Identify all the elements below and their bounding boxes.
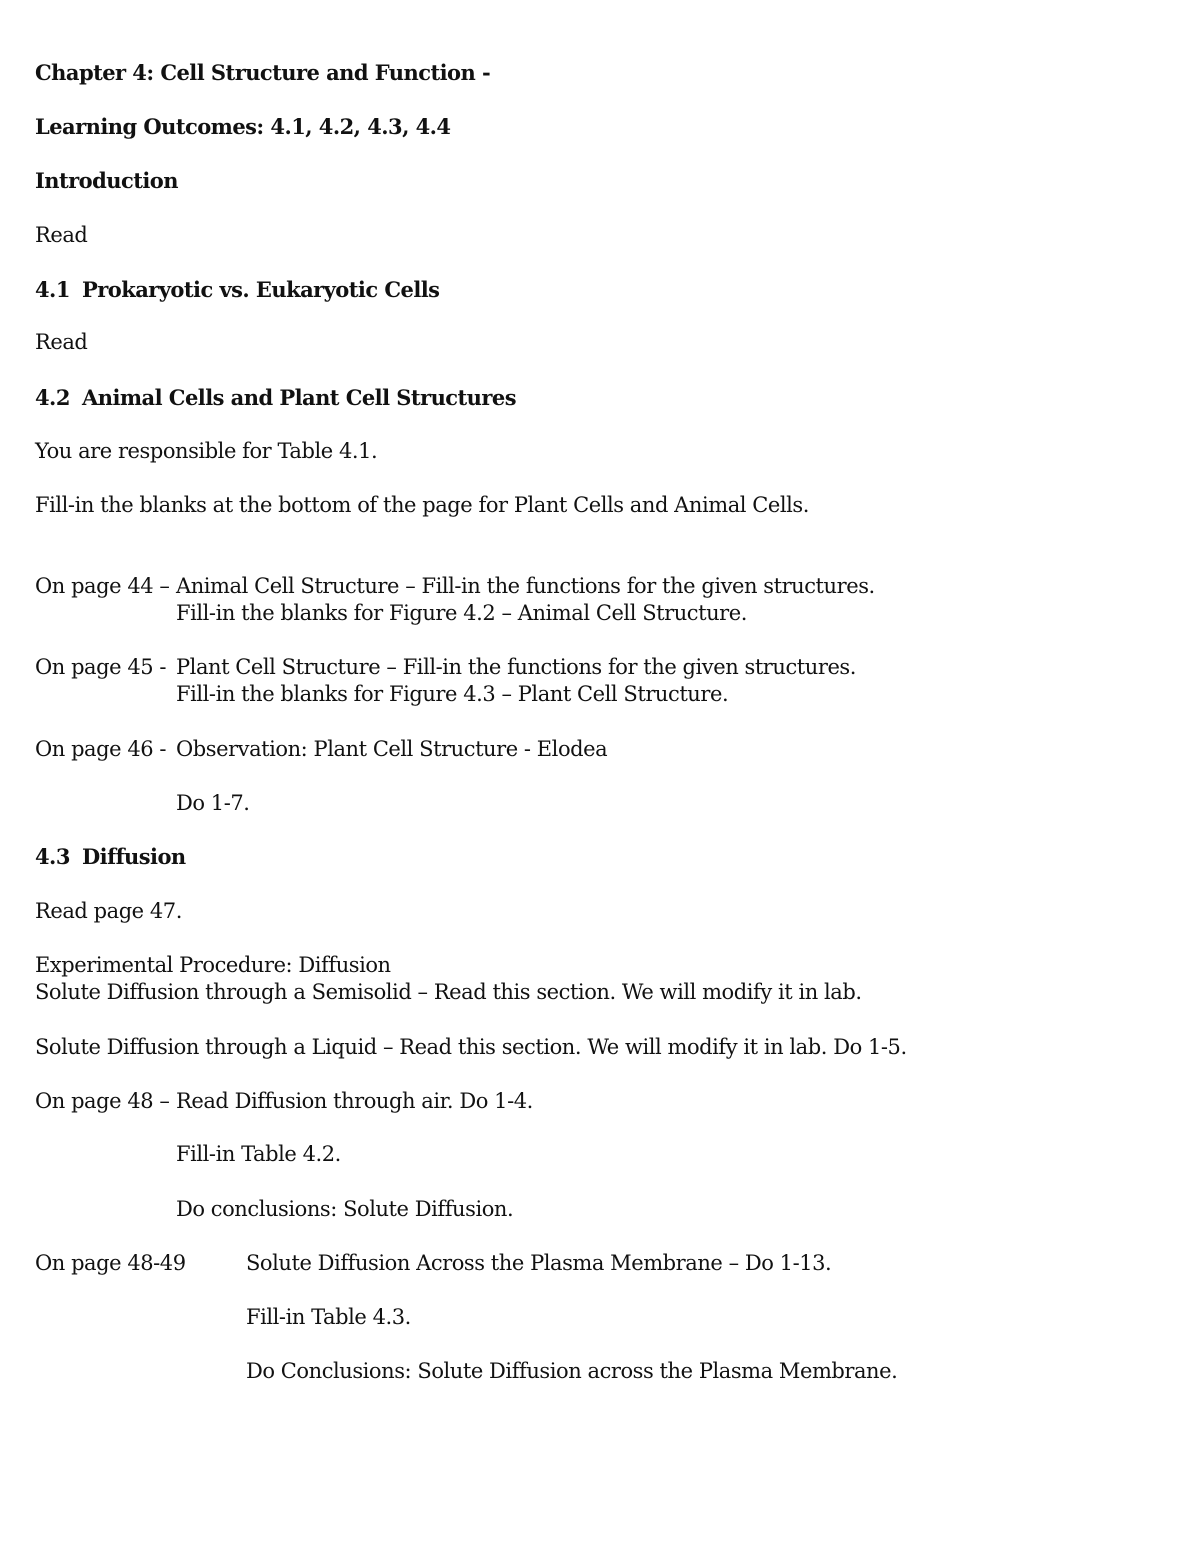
page-45-task-1: Plant Cell Structure – Fill-in the functions for the given structures.	[176, 655, 856, 679]
page-44-task-2: Fill-in the blanks for Figure 4.2 – Animal Cell Structure.	[176, 601, 747, 625]
liquid-diffusion: Solute Diffusion through a Liquid – Read this section. We will modify it in lab. Do 1-5.	[35, 1035, 907, 1059]
page-44-task-1: Animal Cell Structure – Fill-in the functions for the given structures.	[176, 574, 875, 598]
section-title: Animal Cells and Plant Cell Structures	[82, 385, 516, 410]
experimental-procedure: Experimental Procedure: Diffusion	[35, 953, 391, 977]
page-48-task-1: Read Diffusion through air. Do 1-4.	[176, 1089, 533, 1113]
section-number: 4.1	[35, 277, 70, 302]
section-heading-4-3	[35, 843, 186, 870]
page-46-task-1: Observation: Plant Cell Structure - Elodea	[176, 737, 608, 761]
table-4-1-note: You are responsible for Table 4.1.	[35, 439, 378, 463]
section-heading-4-2	[35, 384, 516, 411]
chapter-title: Chapter 4: Cell Structure and Function -	[35, 60, 491, 85]
read-page-47: Read page 47.	[35, 899, 182, 923]
page-48-task-3: Do conclusions: Solute Diffusion.	[176, 1197, 514, 1221]
section-4-1-text: Read	[35, 330, 88, 354]
introduction-text: Read	[35, 223, 88, 247]
section-number: 4.2	[35, 385, 70, 410]
page-46-task-2: Do 1-7.	[176, 791, 250, 815]
page-48-49-task-3: Do Conclusions: Solute Diffusion across the Plasma Membrane.	[246, 1359, 898, 1383]
fill-in-blanks-note: Fill-in the blanks at the bottom of the page for Plant Cells and Animal Cells.	[35, 493, 809, 517]
page-48-49-label: On page 48-49	[35, 1251, 186, 1275]
page-48-49-task-1: Solute Diffusion Across the Plasma Membrane – Do 1-13.	[246, 1251, 832, 1275]
section-number: 4.3	[35, 844, 70, 869]
page-45-task-2: Fill-in the blanks for Figure 4.3 – Plant Cell Structure.	[176, 682, 729, 706]
page-45-label: On page 45 -	[35, 655, 167, 679]
page-46-label: On page 46 -	[35, 737, 167, 761]
semisolid-diffusion: Solute Diffusion through a Semisolid – Read this section. We will modify it in lab.	[35, 980, 862, 1004]
section-heading-4-1	[35, 276, 439, 303]
section-title: Diffusion	[82, 844, 186, 869]
page-44-label: On page 44 –	[35, 574, 170, 598]
page-48-49-task-2: Fill-in Table 4.3.	[246, 1305, 411, 1329]
learning-outcomes: Learning Outcomes: 4.1, 4.2, 4.3, 4.4	[35, 114, 451, 139]
section-title: Prokaryotic vs. Eukaryotic Cells	[82, 277, 440, 302]
introduction-heading: Introduction	[35, 168, 178, 193]
page-48-task-2: Fill-in Table 4.2.	[176, 1142, 341, 1166]
page-48-label: On page 48 –	[35, 1089, 170, 1113]
